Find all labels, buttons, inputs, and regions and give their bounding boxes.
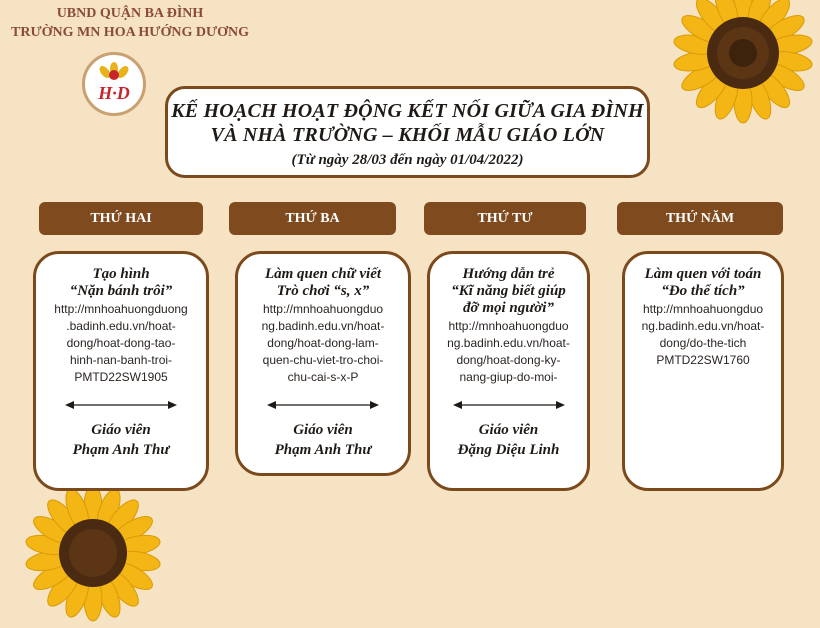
link-line: PMTD22SW1905 bbox=[74, 370, 168, 384]
day-header-thursday: THỨ NĂM bbox=[617, 202, 783, 235]
district-name: UBND QUẬN BA ĐÌNH bbox=[56, 6, 204, 21]
sunflower-bottom-left-icon bbox=[18, 478, 168, 628]
link-line: quen-chu-viet-tro-choi- bbox=[262, 353, 384, 367]
link-line: PMTD22SW1760 bbox=[656, 353, 750, 367]
activity-link[interactable] bbox=[625, 301, 781, 369]
activity-line: “Kĩ năng biết giúp bbox=[451, 283, 566, 299]
logo-text: H·D bbox=[98, 83, 130, 103]
activity-line: “Đo thể tích” bbox=[661, 283, 745, 299]
activity-card-wednesday bbox=[427, 251, 590, 491]
double-arrow-icon bbox=[453, 400, 565, 410]
link-line: http://mnhoahuongduo bbox=[642, 302, 764, 316]
double-arrow-icon bbox=[65, 400, 177, 410]
link-line: dong/do-the-tich bbox=[659, 336, 747, 350]
activity-line: Làm quen với toán bbox=[644, 266, 762, 282]
link-line: ng.badinh.edu.vn/hoat- bbox=[641, 319, 765, 333]
teacher-name: Đặng Diệu Linh bbox=[457, 442, 560, 458]
activity-link[interactable] bbox=[238, 301, 408, 386]
link-line: chu-cai-s-x-P bbox=[287, 370, 359, 384]
activity-card-tuesday bbox=[235, 251, 411, 476]
logo-graphic bbox=[85, 55, 143, 113]
day-header-wednesday: THỨ TƯ bbox=[424, 202, 586, 235]
link-line: dong/hoat-dong-ky- bbox=[456, 353, 561, 367]
activity-line: đỡ mọi người” bbox=[463, 300, 554, 316]
plan-title-box bbox=[165, 86, 650, 178]
plan-title-line-1: KẾ HOẠCH HOẠT ĐỘNG KẾT NỐI GIỮA GIA ĐÌNH bbox=[171, 100, 644, 122]
teacher-name: Phạm Anh Thư bbox=[72, 442, 170, 458]
activity-line: Tạo hình bbox=[92, 266, 150, 282]
link-line: nang-giup-do-moi- bbox=[459, 370, 558, 384]
link-line: dong/hoat-dong-lam- bbox=[267, 336, 379, 350]
link-line: http://mnhoahuongduo bbox=[262, 302, 384, 316]
school-logo-icon bbox=[82, 52, 146, 116]
teacher-name: Phạm Anh Thư bbox=[274, 442, 372, 458]
teacher-info bbox=[238, 420, 408, 460]
activity-line: Làm quen chữ viết bbox=[264, 266, 382, 282]
link-line: ng.badinh.edu.vn/hoat- bbox=[447, 336, 570, 350]
link-line: hinh-nan-banh-troi- bbox=[69, 353, 173, 367]
activity-card-monday bbox=[33, 251, 209, 491]
double-arrow-icon bbox=[267, 400, 379, 410]
link-line: dong/hoat-dong-tao- bbox=[66, 336, 176, 350]
teacher-label: Giáo viên bbox=[293, 422, 353, 438]
activity-title bbox=[430, 266, 587, 317]
activity-line: Trò chơi “s, x” bbox=[276, 283, 370, 299]
activity-card-thursday bbox=[622, 251, 784, 491]
plan-date-range: (Từ ngày 28/03 đến ngày 01/04/2022) bbox=[291, 152, 524, 168]
day-header-monday: THỨ HAI bbox=[39, 202, 203, 235]
link-line: ng.badinh.edu.vn/hoat- bbox=[261, 319, 385, 333]
activity-line: “Nặn bánh trôi” bbox=[69, 283, 173, 299]
sunflower-top-right-icon bbox=[668, 0, 818, 128]
activity-title bbox=[36, 266, 206, 300]
plan-title bbox=[168, 99, 647, 147]
teacher-info bbox=[430, 420, 587, 460]
day-header-tuesday: THỨ BA bbox=[229, 202, 396, 235]
teacher-label: Giáo viên bbox=[478, 422, 539, 438]
activity-title bbox=[238, 266, 408, 300]
school-header bbox=[0, 4, 260, 42]
activity-link[interactable] bbox=[36, 301, 206, 386]
teacher-label: Giáo viên bbox=[91, 422, 151, 438]
teacher-info bbox=[36, 420, 206, 460]
school-name: TRƯỜNG MN HOA HƯỚNG DƯƠNG bbox=[11, 25, 249, 40]
activity-line: Hướng dẫn trẻ bbox=[462, 266, 555, 282]
link-line: .badinh.edu.vn/hoat- bbox=[66, 319, 176, 333]
plan-title-line-2: VÀ NHÀ TRƯỜNG – KHỐI MẪU GIÁO LỚN bbox=[210, 124, 605, 146]
link-line: http://mnhoahuongduong bbox=[54, 302, 188, 316]
activity-link[interactable] bbox=[430, 318, 587, 386]
activity-title bbox=[625, 266, 781, 300]
link-line: http://mnhoahuongduo bbox=[448, 319, 569, 333]
